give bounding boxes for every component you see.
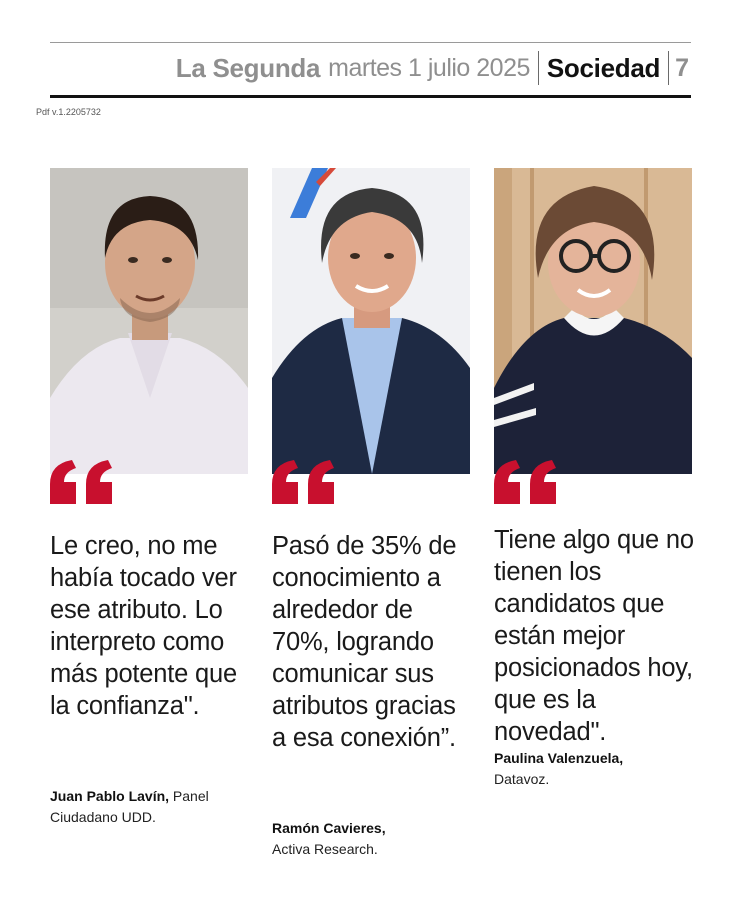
- quote-attribution: [494, 748, 704, 790]
- person-affiliation: Activa Research.: [272, 841, 378, 857]
- portrait-photo-3: [494, 168, 692, 474]
- person-name: Juan Pablo Lavín,: [50, 788, 170, 804]
- portrait-photo-2: [272, 168, 470, 474]
- masthead: [50, 44, 691, 92]
- page-number: 7: [675, 53, 689, 82]
- person-affiliation: Ciudadano UDD.: [50, 809, 156, 825]
- quote-text: Le creo, no me había tocado ver ese atributo. Lo interpreto como más potente que la confianza".: [50, 532, 237, 720]
- quote-text: Tiene algo que no tienen los candidatos que están mejor posicionados hoy, que es la novedad".: [494, 526, 694, 746]
- pdf-version: Pdf v.1.2205732: [36, 107, 101, 117]
- portrait-photo-1: [50, 168, 248, 474]
- quote-column-3: [494, 168, 694, 787]
- quote-text: Pasó de 35% de conocimiento a alrededor de 70%, logrando comunicar sus atributos gracias a esa conexión”.: [272, 532, 457, 752]
- quote-column-1: [50, 168, 250, 825]
- quote-attribution: [272, 818, 482, 860]
- top-rule: [50, 42, 691, 43]
- quote-mark-icon: [494, 460, 560, 504]
- masthead-separator: [668, 51, 669, 85]
- quote-column-2: [272, 168, 472, 857]
- masthead-separator: [538, 51, 539, 85]
- person-affiliation: Panel: [172, 788, 209, 804]
- person-name: Ramón Cavieres,: [272, 820, 386, 836]
- section-name: Sociedad: [546, 52, 661, 83]
- quote-mark-icon: [272, 460, 338, 504]
- person-affiliation: Datavoz.: [494, 771, 550, 787]
- issue-date: martes 1 julio 2025: [328, 53, 530, 82]
- person-name: Paulina Valenzuela,: [494, 750, 624, 766]
- header-rule: [50, 95, 691, 98]
- quote-attribution: [50, 786, 260, 828]
- brand-name: La Segunda: [175, 52, 321, 83]
- quote-mark-icon: [50, 460, 116, 504]
